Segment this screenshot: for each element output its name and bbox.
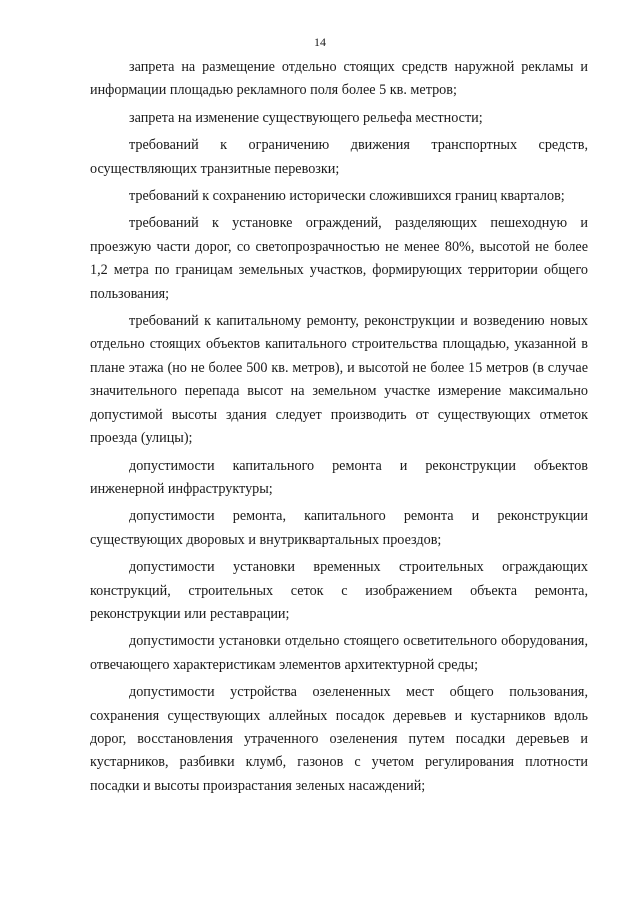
- paragraph-capital-construction: требований к капитальному ремонту, реконструкции и возведению новых отдельно стоящих объектов капитального строительства площадью, указанной в плане этажа (но не более 500 кв. метров), и высотой не более 15 метров (в случае значительного перепада высот на земельном участке измерение максимально допустимой высоты здания следует производить от существующих отметок проезда (улицы);: [90, 313, 588, 447]
- paragraph-advertising-ban: запрета на размещение отдельно стоящих средств наружной рекламы и информации площадью рекламного поля более 5 кв. метров;: [90, 59, 588, 99]
- paragraph-driveways: допустимости ремонта, капитального ремонта и реконструкции существующих дворовых и внутриквартальных проездов;: [90, 508, 588, 548]
- paragraph-landscaping: допустимости устройства озелененных мест общего пользования, сохранения существующих аллейных посадок деревьев и кустарников вдоль дорог, восстановления утраченного озеленения путем посадки деревьев и кустарников, разбивки клумб, газонов с учетом регулирования плотности посадки и высоты произрастания зеленых насаждений;: [90, 684, 588, 794]
- page-number: 14: [314, 35, 326, 49]
- paragraph-transit-traffic: требований к ограничению движения транспортных средств, осуществляющих транзитные перевозки;: [90, 137, 588, 177]
- paragraph-engineering-infrastructure: допустимости капитального ремонта и реконструкции объектов инженерной инфраструктуры;: [90, 457, 588, 497]
- document-body: [90, 56, 588, 802]
- paragraph-quarter-boundaries: требований к сохранению исторически сложившихся границ кварталов;: [129, 188, 565, 205]
- paragraph-fences: требований к установке ограждений, разделяющих пешеходную и проезжую части дорог, со светопрозрачностью не менее 80%, высотой не более 1,2 метра по границам земельных участков, формирующих территории общего пользования;: [90, 215, 588, 302]
- paragraph-lighting: допустимости установки отдельно стоящего осветительного оборудования, отвечающего характеристикам элементов архитектурной среды;: [90, 633, 588, 673]
- paragraph-relief-ban: запрета на изменение существующего рельефа местности;: [129, 109, 483, 126]
- paragraph-temporary-fencing: допустимости установки временных строительных ограждающих конструкций, строительных сеток с изображением объекта ремонта, реконструкции или реставрации;: [90, 559, 588, 622]
